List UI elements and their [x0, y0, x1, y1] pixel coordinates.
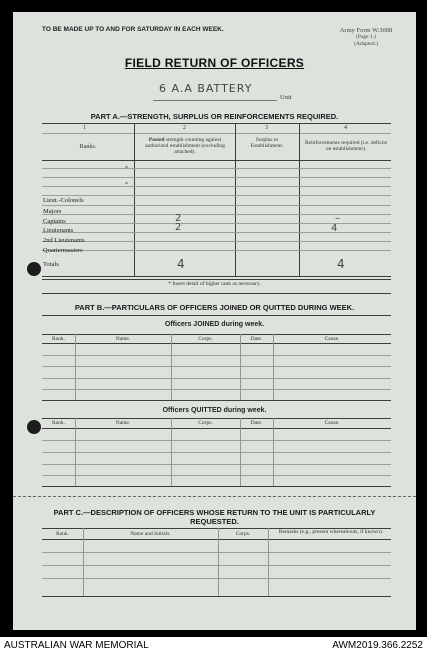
header-instruction: TO BE MADE UP TO AND FOR SATURDAY IN EACH WEEK. [42, 26, 224, 33]
totals-posted: 4 [177, 257, 185, 271]
col-header-posted-bold: Posted [148, 137, 165, 143]
col-number-1: 1 [83, 125, 86, 131]
col-header-surplus: Surplus to Establishment. [250, 137, 284, 149]
star-marker-1: * [125, 166, 128, 172]
form-number: Army Form W.3008 [339, 27, 393, 34]
punch-hole [27, 420, 41, 434]
col-name-initials: Name and Initials. [130, 531, 171, 537]
col-header-reinforcements: Reinforcements required (i.e. deficits on establishment). [305, 140, 388, 152]
footnote: * Insert detail of higher rank as necessary. [168, 281, 261, 287]
posted-value-lieutenants: 2 [175, 222, 182, 233]
col-name: Name. [115, 336, 131, 342]
reinforcement-value-lieutenants: 4 [331, 223, 338, 234]
part-b-heading: PART B.—PARTICULARS OF OFFICERS JOINED OR QUITTED DURING WEEK. [74, 303, 355, 312]
punch-hole [27, 262, 41, 276]
col-rank: Rank. [56, 531, 69, 537]
rank-label: Lieut.-Colonels [43, 197, 84, 204]
rank-label: 2nd Lieutenants [43, 237, 85, 244]
part-a-heading: PART A.—STRENGTH, SURPLUS OR REINFORCEMENTS REQUIRED. [90, 112, 339, 121]
col-header-posted [137, 137, 233, 155]
col-number-4: 4 [344, 125, 347, 131]
totals-label: Totals [43, 261, 59, 268]
col-cause: Cause. [324, 420, 340, 426]
rank-label: Lieutenants [43, 227, 74, 234]
archive-footer [0, 637, 427, 653]
col-corps: Corps. [235, 531, 251, 537]
col-header-posted-rest: strength counting against authorized establishment (excluding attached). [145, 137, 225, 155]
form-paper [13, 12, 416, 630]
col-rank: Rank. [52, 420, 65, 426]
footer-source: AUSTRALIAN WAR MEMORIAL [4, 640, 149, 651]
form-note: (Adapted.) [354, 41, 378, 47]
col-date: Date. [250, 336, 263, 342]
joined-heading: Officers JOINED during week. [164, 321, 265, 328]
posted-value-captains: 2 [175, 213, 182, 224]
part-c-heading: PART C.—DESCRIPTION OF OFFICERS WHOSE RETURN TO THE UNIT IS PARTICULARLY REQUESTED. [53, 508, 376, 526]
col-rank: Rank. [52, 336, 65, 342]
col-remarks: Remarks (e.g., present whereabouts, if known). [278, 529, 384, 535]
col-number-2: 2 [183, 125, 186, 131]
col-cause: Cause. [324, 336, 340, 342]
rank-label: Quartermasters [43, 247, 83, 254]
col-date: Date. [250, 420, 263, 426]
unit-label: Unit [280, 94, 292, 101]
form-reference [323, 27, 409, 48]
totals-reinforcements: 4 [337, 257, 345, 271]
unit-handwritten: 6 A.A BATTERY [159, 82, 253, 95]
perforation-line [13, 496, 416, 497]
footer-accession: AWM2019.366.2252 [332, 640, 423, 651]
col-number-3: 3 [265, 125, 268, 131]
rank-label: Majors [43, 208, 62, 215]
col-name: Name. [115, 420, 131, 426]
col-corps: Corps. [198, 420, 213, 426]
col-header-ranks: Ranks. [79, 144, 97, 150]
page-title: FIELD RETURN OF OFFICERS [124, 56, 305, 70]
rank-label: Captains [43, 218, 66, 225]
form-page: (Page 1.) [356, 34, 376, 40]
reinforcement-value-captains: – [335, 213, 340, 224]
quitted-heading: Officers QUITTED during week. [162, 407, 267, 414]
col-corps: Corps. [198, 336, 213, 342]
star-marker-2: * [125, 182, 128, 188]
